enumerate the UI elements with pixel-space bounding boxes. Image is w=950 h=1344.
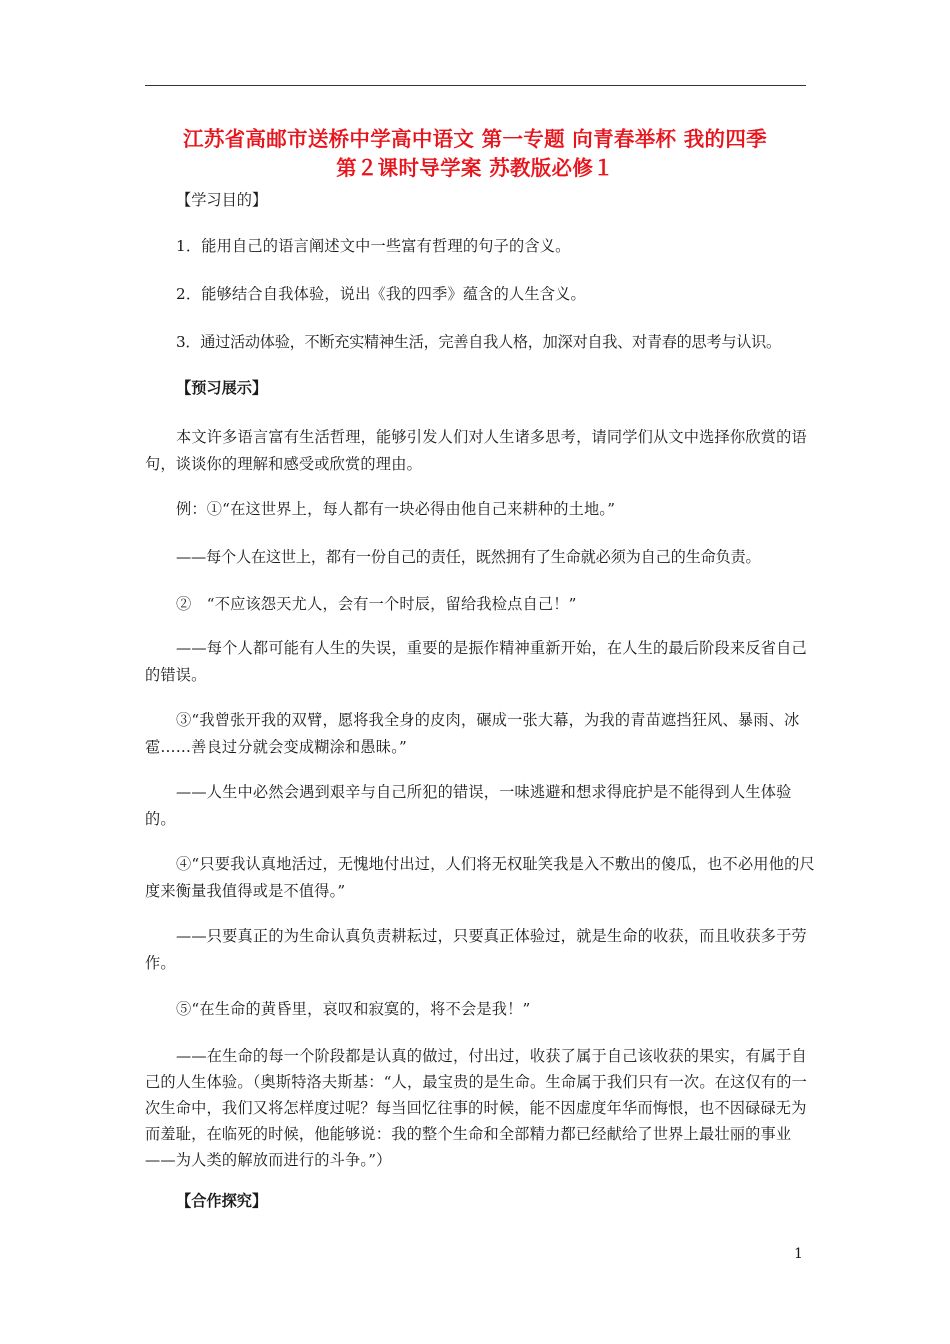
example-3-quote: ③“我曾张开我的双臂，愿将我全身的皮肉，碾成一张大幕，为我的青苗遮挡狂风、暴雨、冰雹……善良过分就会变成糊涂和愚昧。” (145, 711, 800, 756)
example-5-quote: ⑤“在生命的黄昏里，哀叹和寂寞的，将不会是我！” (176, 1000, 531, 1018)
preview-heading: 【预习展示】 (176, 379, 268, 397)
document-title-line-1: 江苏省高邮市送桥中学高中语文 第一专题 向青春举杯 我的四季 (183, 127, 767, 151)
header-rule (145, 85, 806, 86)
example-2-note: ——每个人都可能有人生的失误，重要的是振作精神重新开始，在人生的最后阶段来反省自己的错误。 (145, 639, 807, 684)
objective-item-3: 3．通过活动体验，不断充实精神生活，完善自我人格，加深对自我、对青春的思考与认识。 (176, 333, 781, 351)
document-title-line-2: 第２课时导学案 苏教版必修１ (336, 156, 614, 180)
example-2-quote: ② “不应该怨天尤人，会有一个时辰，留给我检点自己！” (176, 595, 577, 613)
objective-item-2: 2．能够结合自我体验，说出《我的四季》蕴含的人生含义。 (176, 285, 586, 303)
example-5-note: ——在生命的每一个阶段都是认真的做过，付出过，收获了属于自己该收获的果实，有属于自己的人生体验。（奥斯特洛夫斯基：“人，最宝贵的是生命。生命属于我们只有一次。在这仅有的一次生命中，我们又将怎样度过呢？每当回忆往事的时候，能不因虚度年华而悔恨，也不因碌碌无为而羞耻，在临死的时候，他能够说：我的整个生命和全部精力都已经献给了世界上最壮丽的事业——为人类的解放而进行的斗争。”） (145, 1047, 808, 1169)
objectives-heading: 【学习目的】 (176, 191, 268, 209)
example-4-quote: ④“只要我认真地活过，无愧地付出过，人们将无权耻笑我是入不敷出的傻瓜，也不必用他的尺度来衡量我值得或是不值得。” (145, 855, 815, 900)
objective-item-1: 1．能用自己的语言阐述文中一些富有哲理的句子的含义。 (176, 237, 571, 255)
example-1-note: ——每个人在这世上，都有一份自己的责任，既然拥有了生命就必须为自己的生命负责。 (176, 548, 761, 566)
cooperation-heading: 【合作探究】 (176, 1192, 268, 1210)
example-4-note: ——只要真正的为生命认真负责耕耘过，只要真正体验过，就是生命的收获，而且收获多于劳作。 (145, 927, 807, 972)
preview-intro: 本文许多语言富有生活哲理，能够引发人们对人生诸多思考，请同学们从文中选择你欣赏的语句，谈谈你的理解和感受或欣赏的理由。 (145, 428, 807, 473)
page-number: 1 (794, 1246, 803, 1262)
example-3-note: ——人生中必然会遇到艰辛与自己所犯的错误，一味逃避和想求得庇护是不能得到人生体验的。 (145, 783, 792, 828)
example-1-quote: 例：①“在这世界上，每人都有一块必得由他自己来耕种的土地。” (176, 500, 616, 518)
